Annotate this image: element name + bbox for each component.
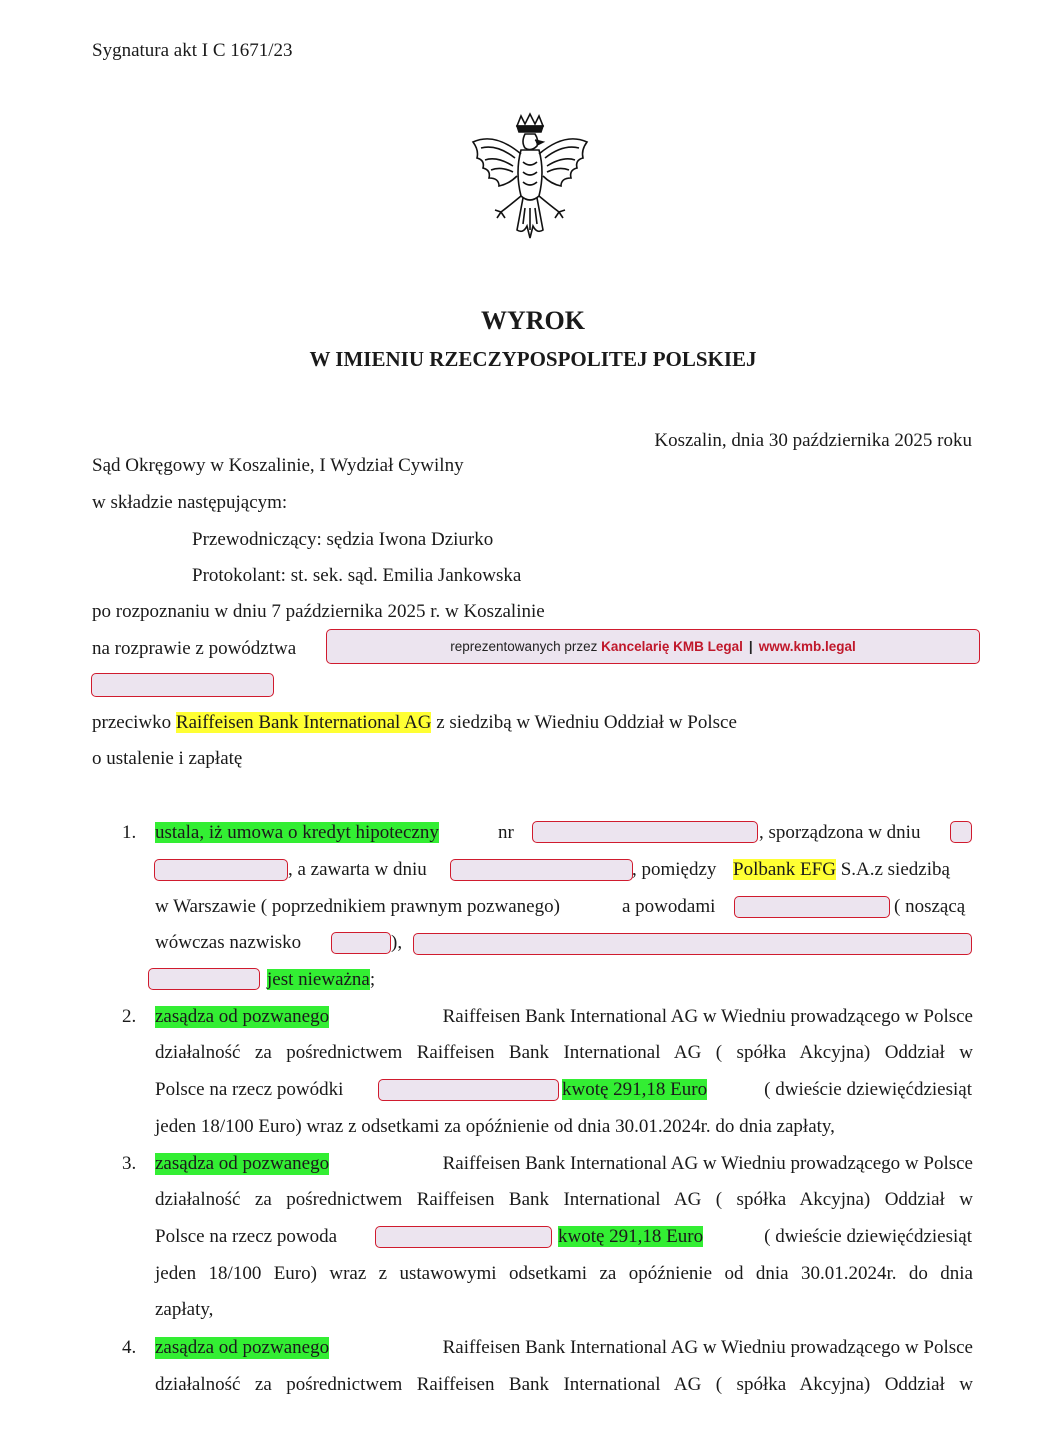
point3-line5: zapłaty, xyxy=(155,1299,214,1320)
hearing-date: po rozpoznaniu w dniu 7 października 2025 r. w Koszalinie xyxy=(92,601,545,622)
place-date: Koszalin, dnia 30 października 2025 roku xyxy=(654,430,972,451)
line3-right: ( noszącą xyxy=(894,896,966,917)
against-suffix: z siedzibą w Wiedniu Oddział w Polsce xyxy=(436,712,737,733)
point3-amount-wrap xyxy=(558,1226,703,1248)
line3-mid: a powodami xyxy=(622,896,716,917)
rep-separator: | xyxy=(748,639,753,654)
action-prefix: na rozprawie z powództwa xyxy=(92,638,297,659)
bank-suffix: S.A.z siedzibą xyxy=(840,859,950,880)
invalid-line xyxy=(267,969,375,991)
between-label: , pomiędzy xyxy=(632,859,717,880)
redaction-box xyxy=(734,896,890,918)
redaction-box xyxy=(950,821,972,843)
point3-ruling: zasądza od pozwanego xyxy=(155,1153,330,1174)
invalid-end: ; xyxy=(369,969,376,990)
point2-line3-left: Polsce na rzecz powódki xyxy=(155,1079,344,1100)
redaction-box xyxy=(375,1226,552,1248)
document-title: WYROK xyxy=(481,306,585,335)
point3-line3-right: ( dwieście dziewięćdziesiąt xyxy=(764,1226,972,1247)
signed-label: , sporządzona w dniu xyxy=(759,822,921,843)
concluded-label: , a zawarta w dniu xyxy=(288,859,427,880)
redaction-box xyxy=(331,932,391,954)
bank-line xyxy=(733,859,950,881)
point2-ruling: zasądza od pozwanego xyxy=(155,1006,330,1027)
point2-text: Raiffeisen Bank International AG w Wiedniu prowadzącego w Polsce xyxy=(442,1006,973,1027)
line3-left: w Warszawie ( poprzednikiem prawnym pozwanego) xyxy=(155,896,560,917)
point-number: 1. xyxy=(122,822,137,843)
contract-nr-label: nr xyxy=(498,822,514,843)
point4-ruling: zasądza od pozwanego xyxy=(155,1337,330,1358)
case-subject: o ustalenie i zapłatę xyxy=(92,748,243,769)
point-number: 4. xyxy=(122,1337,137,1358)
point-number: 2. xyxy=(122,1006,137,1027)
redaction-box xyxy=(378,1079,559,1101)
point4-line1 xyxy=(155,1337,973,1359)
redaction-box xyxy=(450,859,633,881)
redaction-box xyxy=(532,821,758,843)
chair-judge: Przewodniczący: sędzia Iwona Dziurko xyxy=(192,529,494,550)
point2-line4: jeden 18/100 Euro) wraz z odsetkami za opóźnienie od dnia 30.01.2024r. do dnia zapłaty, xyxy=(155,1116,835,1137)
rep-text: reprezentowanych przez xyxy=(450,639,598,654)
defendant-name: Raiffeisen Bank International AG xyxy=(175,712,432,733)
rep-url: www.kmb.legal xyxy=(758,639,856,654)
predecessor-bank: Polbank EFG xyxy=(733,859,836,880)
point2-line3-right: ( dwieście dziewięćdziesiąt xyxy=(764,1079,972,1100)
against-line xyxy=(92,712,737,734)
point2-amount-wrap xyxy=(562,1079,707,1101)
point-number: 3. xyxy=(122,1153,137,1174)
representation-note xyxy=(327,630,979,663)
point3-line1 xyxy=(155,1153,973,1175)
case-signature: Sygnatura akt I C 1671/23 xyxy=(92,40,293,61)
point3-line3-left: Polsce na rzecz powoda xyxy=(155,1226,338,1247)
against-prefix: przeciwko xyxy=(92,712,172,733)
redaction-box xyxy=(91,673,274,697)
court-name: Sąd Okręgowy w Koszalinie, I Wydział Cywilny xyxy=(92,455,464,476)
redaction-box xyxy=(148,968,260,990)
point1-ruling: ustala, iż umowa o kredyt hipoteczny xyxy=(155,822,439,843)
point3-line4: jeden 18/100 Euro) wraz z ustawowymi odsetkami za opóźnienie od dnia 30.01.2024r. do dnia xyxy=(155,1263,973,1284)
rep-firm: Kancelarię KMB Legal xyxy=(601,639,743,654)
point3-amount: kwotę 291,18 Euro xyxy=(558,1226,704,1247)
redaction-plaintiffs xyxy=(326,629,980,664)
redaction-box xyxy=(154,859,288,881)
line4-mid: ), xyxy=(391,932,403,953)
point4-line2: działalność za pośrednictwem Raiffeisen Bank International AG ( spółka Akcyjna) Oddział w xyxy=(155,1374,973,1395)
point2-line2: działalność za pośrednictwem Raiffeisen Bank International AG ( spółka Akcyjna) Oddział w xyxy=(155,1042,973,1063)
document-subtitle: W IMIENIU RZECZYPOSPOLITEJ POLSKIEJ xyxy=(309,347,757,371)
line4-left: wówczas nazwisko xyxy=(155,932,302,953)
point1-highlight xyxy=(155,822,439,844)
clerk: Protokolant: st. sek. sąd. Emilia Jankowska xyxy=(192,565,522,586)
point2-line1 xyxy=(155,1006,973,1028)
polish-eagle-emblem-icon xyxy=(465,112,595,248)
point4-text: Raiffeisen Bank International AG w Wiedniu prowadzącego w Polsce xyxy=(442,1337,973,1358)
point2-amount: kwotę 291,18 Euro xyxy=(562,1079,708,1100)
redaction-box xyxy=(413,933,972,955)
point3-line2: działalność za pośrednictwem Raiffeisen Bank International AG ( spółka Akcyjna) Oddział w xyxy=(155,1189,973,1210)
composition-label: w składzie następującym: xyxy=(92,492,288,513)
invalid-ruling: jest nieważna xyxy=(267,969,370,990)
point3-text: Raiffeisen Bank International AG w Wiedniu prowadzącego w Polsce xyxy=(442,1153,973,1174)
